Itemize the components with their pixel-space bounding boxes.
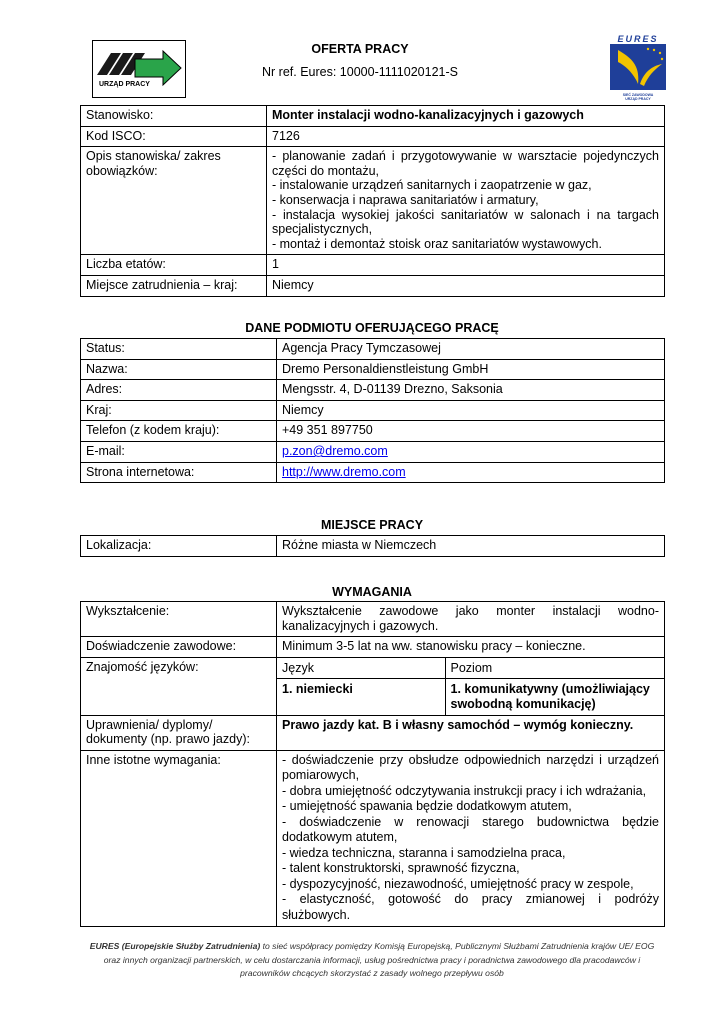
list-item: - planowanie zadań i przygotowywanie w warsztacie pojedynczych części do montażu, [272,149,659,178]
field-label: Kod ISCO: [81,126,267,147]
email-cell [277,441,665,462]
table-row [81,106,665,127]
table-row [81,750,665,927]
field-label: E-mail: [81,441,277,462]
experience-value: Minimum 3-5 lat na ww. stanowisku pracy – konieczne. [277,637,665,658]
table-row [81,380,665,401]
list-item: - talent konstruktorski, sprawność fizyczna, [282,861,520,876]
table-row [81,536,665,557]
table-row [81,441,665,462]
table-row [81,421,665,442]
employer-phone: +49 351 897750 [277,421,665,442]
positions-count: 1 [267,255,665,276]
employer-status: Agencja Pracy Tymczasowej [277,339,665,360]
table-row [81,657,665,715]
list-item: - umiejętność spawania będzie dodatkowym atutem, [282,799,572,814]
employer-table [80,338,665,483]
field-label: Nazwa: [81,359,277,380]
field-label: Doświadczenie zawodowe: [81,637,277,658]
table-row [81,715,665,750]
logo-text: URZĄD PRACY [99,81,150,88]
section-title-workplace: MIEJSCE PRACY [320,518,424,532]
table-row [277,679,664,715]
employer-address: Mengsstr. 4, D-01139 Drezno, Saksonia [277,380,665,401]
table-row [81,339,665,360]
table-row [81,462,665,483]
field-label: Status: [81,339,277,360]
footer [80,940,664,981]
table-row [81,637,665,658]
workplace-table [80,535,665,557]
eures-caption-1: SIEĆ ZAWODOWA [622,93,654,97]
footer-text: to sieć współpracy pomiędzy Komisją Europejską, Publicznymi Służbami Zatrudnienia krajów UE/ EOG [260,941,655,951]
list-item: - instalowanie urządzeń sanitarnych i zaopatrzenie w gaz, [272,178,592,193]
field-label: Liczba etatów: [81,255,267,276]
page-title: OFERTA PRACY [311,42,409,56]
requirements-table [80,601,665,927]
eures-logo-text: EURES [617,34,659,44]
list-item: - elastyczność, gotowość do pracy zmianowej i podróży służbowych. [282,892,659,922]
footer-bold: EURES (Europejskie Służby Zatrudnienia) [89,941,261,951]
table-row [81,126,665,147]
email-link[interactable]: p.zon@dremo.com [282,443,388,458]
table-row [81,147,665,255]
field-label: Kraj: [81,400,277,421]
level-value: 1. komunikatywny (umożliwiający swobodną komunikację) [445,679,664,715]
field-label: Wykształcenie: [81,602,277,637]
isco-code: 7126 [267,126,665,147]
footer-line-2: oraz innych organizacji partnerskich, w celu dostarczania informacji, usług pośrednictwa pracy i poradnictwa zawodowego dla pracodawców i [103,954,641,965]
level-header: Poziom [445,658,664,679]
other-requirements-list [277,750,665,927]
footer-line-3: pracowników chcących skorzystać z zasady wolnego przepływu osób [240,968,504,978]
job-table [80,105,665,297]
field-label: Inne istotne wymagania: [81,750,277,927]
eures-caption-2: URZĄD PRACY [625,97,651,101]
duties-list [267,147,665,255]
languages-cell [277,657,665,715]
workplace-location: Różne miasta w Niemczech [277,536,665,557]
list-item: - montaż i demontaż stoisk oraz sanitariatów wystawowych. [272,236,602,251]
employer-country: Niemcy [277,400,665,421]
list-item: - dyspozycyjność, niezawodność, umiejętność pracy w zespole, [282,876,634,891]
table-row [81,400,665,421]
footer-line-1 [80,940,664,954]
field-label: Telefon (z kodem kraju): [81,421,277,442]
position-title: Monter instalacji wodno-kanalizacyjnych i gazowych [267,106,665,127]
eures-logo [610,34,666,102]
field-label: Opis stanowiska/ zakres obowiązków: [81,147,267,255]
languages-table [277,658,664,715]
website-cell [277,462,665,483]
section-title-employer: DANE PODMIOTU OFERUJĄCEGO PRACĘ [245,321,499,335]
section-title-requirements: WYMAGANIA [332,585,412,599]
website-link[interactable]: http://www.dremo.com [282,464,406,479]
table-row [81,359,665,380]
arrow-logo-icon [93,41,185,97]
list-item: - doświadczenie w renowacji starego budownictwa będzie dodatkowym atutem, [282,814,659,845]
field-label: Stanowisko: [81,106,267,127]
eures-emblem-icon [610,44,666,90]
list-item: - konserwacja i naprawa sanitariatów i armatury, [272,192,539,207]
employer-name: Dremo Personaldienstleistung GmbH [277,359,665,380]
urzad-pracy-logo [92,40,186,98]
table-row [81,275,665,296]
list-item: - instalacja wysokiej jakości sanitariatów w salonach i na targach specjalistycznych, [272,207,659,237]
field-label: Znajomość języków: [81,657,277,715]
field-label: Adres: [81,380,277,401]
education-value: Wykształcenie zawodowe jako monter instalacji wodno-kanalizacyjnych i gazowych. [277,602,665,637]
work-country: Niemcy [267,275,665,296]
list-item: - wiedza techniczna, staranna i samodzielna praca, [282,845,566,860]
field-label: Uprawnienia/ dyplomy/ dokumenty (np. prawo jazdy): [81,715,277,750]
field-label: Strona internetowa: [81,462,277,483]
field-label: Miejsce zatrudnienia – kraj: [81,275,267,296]
table-row [81,602,665,637]
list-item: - dobra umiejętność odczytywania instrukcji pracy i ich wdrażania, [282,783,647,798]
language-header: Język [282,660,314,675]
field-label: Lokalizacja: [81,536,277,557]
reference-number: Nr ref. Eures: 10000-1111020121-S [262,65,458,79]
licenses-value: Prawo jazdy kat. B i własny samochód – wymóg konieczny. [277,715,665,750]
language-value: 1. niemiecki [277,679,445,715]
table-row [81,255,665,276]
list-item: - doświadczenie przy obsłudze odpowiednich narzędzi i urządzeń pomiarowych, [282,752,659,783]
table-row [277,658,664,679]
